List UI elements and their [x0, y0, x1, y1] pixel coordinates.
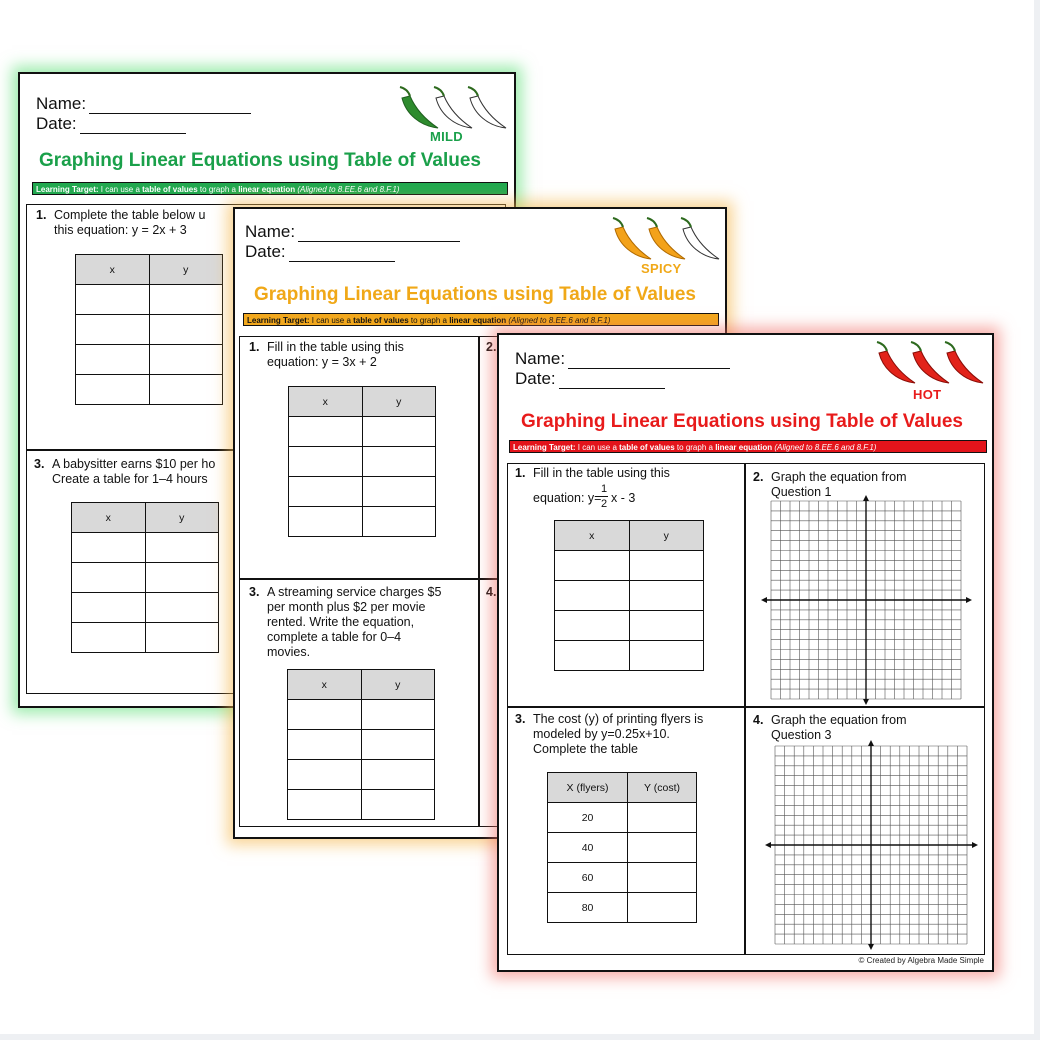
name-label: Name:: [515, 349, 566, 368]
table-cell[interactable]: [288, 790, 362, 820]
equation-text: x - 3: [611, 491, 636, 505]
table-cell[interactable]: [72, 533, 146, 563]
cost-table: [547, 772, 697, 923]
table-cell[interactable]: [289, 507, 363, 537]
table-cell[interactable]: [149, 285, 223, 315]
column-header-y: y: [362, 387, 436, 417]
question-number: 4.: [753, 713, 764, 727]
learning-target-bold: table of values: [353, 316, 409, 325]
question-1: [249, 340, 469, 374]
learning-target-bar: [509, 440, 987, 453]
question-text: modeled by y=0.25x+10.: [533, 727, 670, 741]
table-cell[interactable]: [629, 581, 704, 611]
table-cell[interactable]: [629, 641, 704, 671]
table-cell[interactable]: [629, 551, 704, 581]
question-text: A babysitter earns $10 per ho: [52, 457, 216, 471]
question-text: per month plus $2 per movie: [267, 600, 426, 614]
table-cell[interactable]: [288, 700, 362, 730]
coordinate-grid[interactable]: [765, 740, 979, 950]
pepper-icon: [877, 342, 915, 383]
pepper-icon-group: [873, 339, 989, 387]
column-header-x: x: [288, 670, 362, 700]
date-line: [36, 114, 186, 134]
learning-target-aligned: (Aligned to 8.EE.6 and 8.F.1): [506, 316, 611, 325]
column-header-x: x: [76, 255, 150, 285]
learning-target-label: Learning Target:: [36, 185, 99, 194]
name-label: Name:: [36, 94, 87, 113]
question-text: complete a table for 0–4: [267, 630, 402, 644]
name-line: [245, 222, 460, 242]
date-label: Date:: [36, 114, 77, 133]
table-cell[interactable]: [361, 700, 435, 730]
value-table: [288, 386, 436, 537]
pepper-icon: [911, 342, 949, 383]
value-table: [75, 254, 223, 405]
table-cell[interactable]: [72, 623, 146, 653]
name-blank: [298, 228, 460, 242]
table-cell[interactable]: [628, 833, 697, 863]
question-text: A streaming service charges $5: [267, 585, 442, 599]
table-cell[interactable]: [361, 790, 435, 820]
table-cell[interactable]: [76, 315, 150, 345]
name-label: Name:: [245, 222, 296, 241]
axis-arrow-icon: [868, 944, 874, 950]
table-cell[interactable]: [145, 623, 219, 653]
question-number: 3.: [515, 712, 526, 726]
pepper-icon: [647, 218, 685, 259]
question-text: Complete the table below u: [54, 208, 206, 222]
table-cell[interactable]: [145, 563, 219, 593]
question-text: Fill in the table using this: [267, 340, 404, 354]
table-cell[interactable]: [362, 507, 436, 537]
axis-arrow-icon: [972, 842, 978, 848]
column-header-y: y: [149, 255, 223, 285]
question-number: 3.: [249, 585, 260, 599]
question-text: this equation: y = 2x + 3: [54, 223, 187, 237]
axis-arrow-icon: [863, 699, 869, 705]
pepper-icon: [613, 218, 651, 259]
pepper-icon: [400, 87, 438, 128]
sheet-title: Graphing Linear Equations using Table of Values: [521, 411, 963, 432]
date-line: [245, 242, 395, 262]
table-cell-x: 80: [548, 893, 628, 923]
equation-text: equation: y=: [533, 491, 602, 505]
table-cell[interactable]: [555, 581, 630, 611]
table-cell[interactable]: [555, 551, 630, 581]
page-edge: [1034, 0, 1040, 1040]
question-text: Create a table for 1–4 hours: [52, 472, 208, 486]
footer-credit: © Created by Algebra Made Simple: [858, 956, 984, 965]
column-header-x: x: [555, 521, 630, 551]
fraction-denominator: 2: [600, 498, 608, 510]
value-table: [287, 669, 435, 820]
axis-arrow-icon: [765, 842, 771, 848]
sheet-title: Graphing Linear Equations using Table of Values: [254, 284, 696, 305]
pepper-icon-group: [609, 215, 725, 263]
table-cell[interactable]: [72, 563, 146, 593]
date-label: Date:: [515, 369, 556, 388]
date-line: [515, 369, 665, 389]
table-cell[interactable]: [361, 760, 435, 790]
learning-target-bold: table of values: [619, 443, 675, 452]
learning-target-bold: linear equation: [449, 316, 507, 325]
pepper-outline-icon: [434, 87, 472, 128]
question-text: Fill in the table using this: [533, 466, 670, 480]
table-cell-x: 40: [548, 833, 628, 863]
level-label: HOT: [913, 387, 942, 402]
table-cell[interactable]: [362, 477, 436, 507]
question-1: [36, 208, 256, 242]
table-cell[interactable]: [289, 447, 363, 477]
name-line: [36, 94, 251, 114]
sheet-title: Graphing Linear Equations using Table of Values: [39, 150, 481, 171]
column-header-x: x: [72, 503, 146, 533]
table-cell[interactable]: [149, 345, 223, 375]
learning-target-bar: [243, 313, 719, 326]
worksheet-hot: [497, 333, 994, 972]
table-cell-x: 60: [548, 863, 628, 893]
question-text: Question 1: [771, 485, 832, 499]
question-1: [515, 466, 740, 510]
table-cell[interactable]: [288, 760, 362, 790]
question-number: 1.: [36, 208, 47, 222]
level-label: MILD: [430, 129, 463, 144]
learning-target-aligned: (Aligned to 8.EE.6 and 8.F.1): [295, 185, 400, 194]
level-label: SPICY: [641, 261, 682, 276]
column-header-flyers: X (flyers): [548, 773, 628, 803]
question-text: equation: y = 3x + 2: [267, 355, 377, 369]
learning-target-text: I can use a: [575, 443, 620, 452]
column-header-y: y: [145, 503, 219, 533]
name-blank: [89, 100, 251, 114]
question-text: rented. Write the equation,: [267, 615, 415, 629]
column-header-cost: Y (cost): [628, 773, 697, 803]
question-3: [249, 585, 474, 665]
learning-target-label: Learning Target:: [513, 443, 576, 452]
table-cell[interactable]: [629, 611, 704, 641]
date-blank: [289, 248, 395, 262]
pepper-icon: [945, 342, 983, 383]
equation: [533, 483, 670, 511]
question-text: Graph the equation from: [771, 470, 907, 484]
pepper-outline-icon: [681, 218, 719, 259]
value-table: [71, 502, 219, 653]
question-number: 1.: [515, 466, 526, 480]
table-cell[interactable]: [76, 285, 150, 315]
column-header-x: x: [289, 387, 363, 417]
question-number: 2.: [486, 340, 497, 354]
table-cell[interactable]: [289, 417, 363, 447]
learning-target-bold: table of values: [142, 185, 198, 194]
learning-target-text: to graph a: [197, 185, 239, 194]
learning-target-text: I can use a: [309, 316, 354, 325]
table-cell[interactable]: [362, 447, 436, 477]
table-cell[interactable]: [72, 593, 146, 623]
question-number: 2.: [753, 470, 764, 484]
question-3: [34, 457, 254, 491]
question-text: Question 3: [771, 728, 832, 742]
table-cell-x: 20: [548, 803, 628, 833]
learning-target-label: Learning Target:: [247, 316, 310, 325]
question-number: 3.: [34, 457, 45, 471]
learning-target-text: I can use a: [98, 185, 143, 194]
value-table: [554, 520, 704, 671]
page-edge: [0, 1034, 1040, 1040]
learning-target-bar: [32, 182, 508, 195]
learning-target-bold: linear equation: [238, 185, 296, 194]
question-text: Complete the table: [533, 742, 638, 756]
table-cell[interactable]: [628, 803, 697, 833]
axis-arrow-icon: [863, 495, 869, 501]
learning-target-aligned: (Aligned to 8.EE.6 and 8.F.1): [772, 443, 877, 452]
axis-arrow-icon: [761, 597, 767, 603]
table-cell[interactable]: [289, 477, 363, 507]
table-cell[interactable]: [288, 730, 362, 760]
question-number: 1.: [249, 340, 260, 354]
column-header-y: y: [629, 521, 704, 551]
table-cell[interactable]: [361, 730, 435, 760]
date-blank: [559, 375, 665, 389]
table-cell[interactable]: [362, 417, 436, 447]
table-cell[interactable]: [145, 533, 219, 563]
date-blank: [80, 120, 186, 134]
table-cell[interactable]: [76, 375, 150, 405]
coordinate-grid[interactable]: [761, 495, 973, 705]
table-cell[interactable]: [149, 315, 223, 345]
table-cell[interactable]: [555, 641, 630, 671]
date-label: Date:: [245, 242, 286, 261]
learning-target-text: to graph a: [408, 316, 450, 325]
question-3: [515, 712, 740, 760]
name-line: [515, 349, 730, 369]
question-number: 4.: [486, 585, 497, 599]
table-cell[interactable]: [145, 593, 219, 623]
name-blank: [568, 355, 730, 369]
learning-target-text: to graph a: [674, 443, 716, 452]
learning-target-bold: linear equation: [715, 443, 773, 452]
question-text: movies.: [267, 645, 311, 659]
question-text: The cost (y) of printing flyers is: [533, 712, 704, 726]
axis-arrow-icon: [868, 740, 874, 746]
table-cell[interactable]: [76, 345, 150, 375]
pepper-outline-icon: [468, 87, 506, 128]
table-cell[interactable]: [628, 893, 697, 923]
question-text: Graph the equation from: [771, 713, 907, 727]
pepper-icon-group: [396, 84, 512, 132]
axis-arrow-icon: [966, 597, 972, 603]
table-cell[interactable]: [555, 611, 630, 641]
table-cell[interactable]: [628, 863, 697, 893]
table-cell[interactable]: [149, 375, 223, 405]
fraction-numerator: 1: [600, 483, 608, 495]
column-header-y: y: [361, 670, 435, 700]
